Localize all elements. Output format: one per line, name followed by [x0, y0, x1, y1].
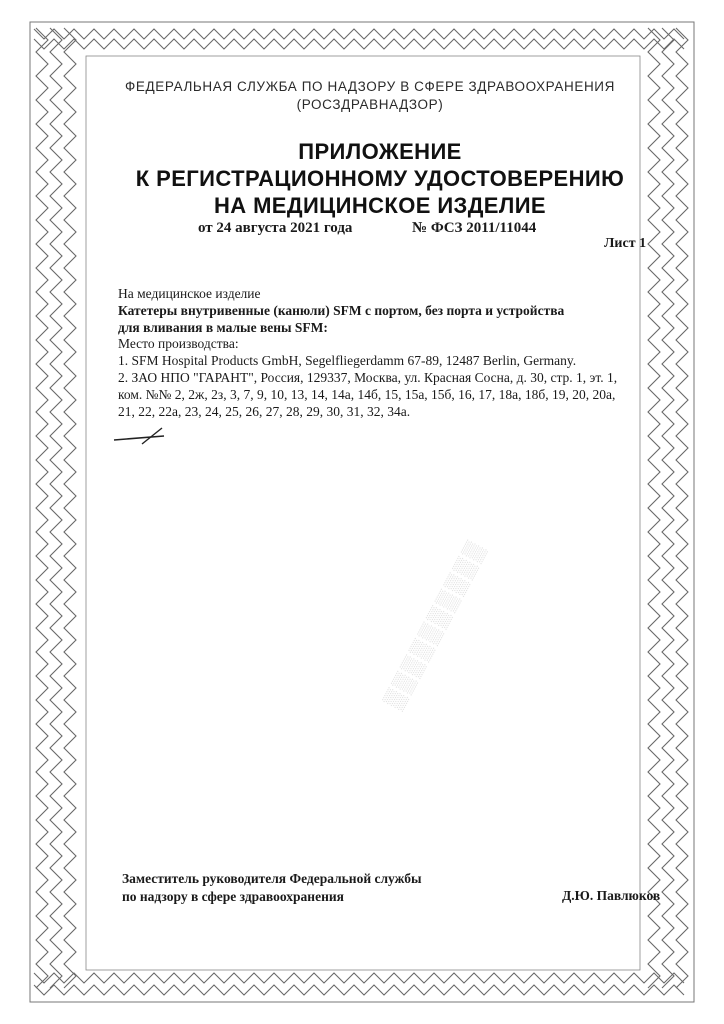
title-line-1: ПРИЛОЖЕНИЕ	[298, 139, 462, 164]
agency-header	[100, 78, 640, 114]
signer-name: Д.Ю. Павлюков	[562, 888, 661, 903]
product-name-line-2: для вливания в малые вены SFM:	[118, 319, 328, 335]
document-body	[118, 286, 638, 420]
intro-text: На медицинское изделие	[118, 286, 261, 301]
manufacturing-place-label: Место производства:	[118, 336, 239, 352]
signer-position	[122, 870, 422, 906]
end-of-text-mark	[112, 424, 172, 448]
agency-abbreviation: (РОСЗДРАВНАДЗОР)	[296, 97, 444, 112]
agency-name: ФЕДЕРАЛЬНАЯ СЛУЖБА ПО НАДЗОРУ В СФЕРЕ ЗДРАВООХРАНЕНИЯ	[125, 79, 615, 94]
document-title	[100, 138, 660, 219]
product-name-line-1: Катетеры внутривенные (канюли) SFM с портом, без порта и устройства	[118, 302, 565, 318]
manufacturing-place-line-4: 21, 22, 22а, 23, 24, 25, 26, 27, 28, 29, 30, 31, 32, 34а.	[118, 403, 411, 419]
sheet-number: Лист 1	[604, 236, 647, 251]
signer-position-line-2: по надзору в сфере здравоохранения	[122, 889, 344, 904]
signer-position-line-1: Заместитель руководителя Федеральной службы	[122, 871, 422, 886]
manufacturing-place-line-1: 1. SFM Hospital Products GmbH, Segelfliegerdamm 67-89, 12487 Berlin, Germany.	[118, 353, 577, 369]
title-line-2: К РЕГИСТРАЦИОННОМУ УДОСТОВЕРЕНИЮ	[135, 166, 625, 191]
title-line-3: НА МЕДИЦИНСКОЕ ИЗДЕЛИЕ	[213, 193, 547, 218]
manufacturing-place-line-3: ком. №№ 2, 2ж, 2з, 3, 7, 9, 10, 13, 14, 14а, 14б, 15, 15а, 15б, 16, 17, 18а, 18б, 19, 20, 20а,	[118, 386, 616, 402]
manufacturing-place-line-2: 2. ЗАО НПО "ГАРАНТ", Россия, 129337, Москва, ул. Красная Сосна, д. 30, стр. 1, эт. 1,	[118, 369, 618, 385]
faint-stamp-watermark: ▒▒▒▒▒▒▒▒▒▒	[380, 535, 490, 712]
registration-date: от 24 августа 2021 года	[198, 220, 353, 236]
registration-number: № ФСЗ 2011/11044	[412, 220, 537, 236]
